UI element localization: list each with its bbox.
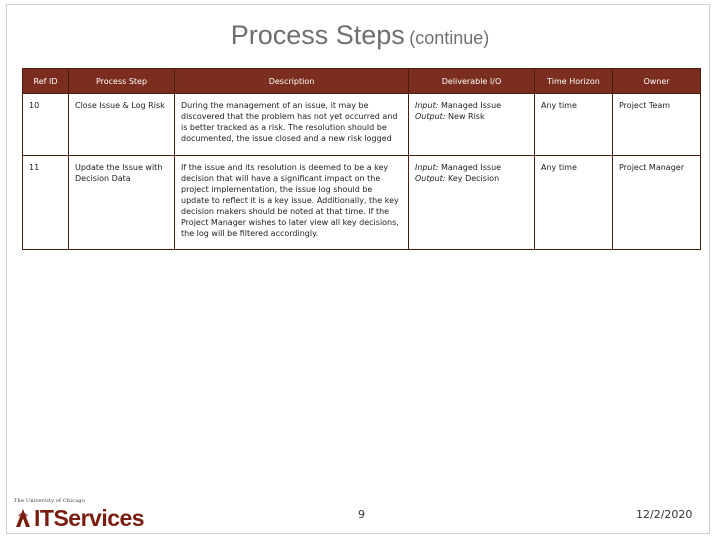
table-row — [23, 156, 701, 250]
cell-process-step: Update the Issue with Decision Data — [69, 156, 175, 250]
cell-process-step: Close Issue & Log Risk — [69, 94, 175, 156]
header-ref-id: Ref ID — [23, 69, 69, 94]
output-label: Output: — [415, 112, 446, 121]
cell-owner: Project Team — [613, 94, 701, 156]
io-input-line — [415, 100, 528, 111]
output-value: Key Decision — [448, 174, 500, 183]
title-main: Process Steps — [230, 20, 405, 50]
title-sub: (continue) — [409, 28, 490, 48]
cell-time-horizon: Any time — [535, 94, 613, 156]
input-label: Input: — [415, 101, 439, 110]
table-header-row — [23, 69, 701, 94]
slide-date: 12/2/2020 — [636, 508, 693, 521]
header-owner: Owner — [613, 69, 701, 94]
io-input-line — [415, 162, 528, 173]
it-services-logo — [14, 498, 144, 530]
process-steps-table — [22, 68, 701, 250]
slide-title — [0, 20, 720, 51]
io-output-line — [415, 173, 528, 184]
header-deliverable-io: Deliverable I/O — [409, 69, 535, 94]
io-output-line — [415, 111, 528, 122]
header-time-horizon: Time Horizon — [535, 69, 613, 94]
cell-description: During the management of an issue, it may be discovered that the problem has not yet occurred and is better tracked as a risk. The resolution should be documented, the issue closed and a new risk logged — [175, 94, 409, 156]
cell-deliverable-io — [409, 94, 535, 156]
output-value: New Risk — [448, 112, 485, 121]
cell-description: If the issue and its resolution is deemed to be a key decision that will have a significant impact on the project implementation, the issue log should be update to reflect it is a key issue. Additionally, the key decision makers should be noted at that time. If the Project Manager wishes to later view all key decisions, the log will be filtered accordingly. — [175, 156, 409, 250]
cell-owner: Project Manager — [613, 156, 701, 250]
logo-brand — [14, 506, 144, 530]
page-number: 9 — [358, 508, 365, 521]
phoenix-icon — [14, 507, 32, 529]
cell-ref-id: 11 — [23, 156, 69, 250]
header-process-step: Process Step — [69, 69, 175, 94]
input-value: Managed Issue — [440, 101, 502, 110]
university-name: The University of Chicago — [14, 498, 85, 504]
output-label: Output: — [415, 174, 446, 183]
table-row — [23, 94, 701, 156]
brand-text: ITServices — [34, 505, 145, 531]
cell-deliverable-io — [409, 156, 535, 250]
header-description: Description — [175, 69, 409, 94]
input-value: Managed Issue — [440, 163, 502, 172]
cell-time-horizon: Any time — [535, 156, 613, 250]
cell-ref-id: 10 — [23, 94, 69, 156]
input-label: Input: — [415, 163, 439, 172]
